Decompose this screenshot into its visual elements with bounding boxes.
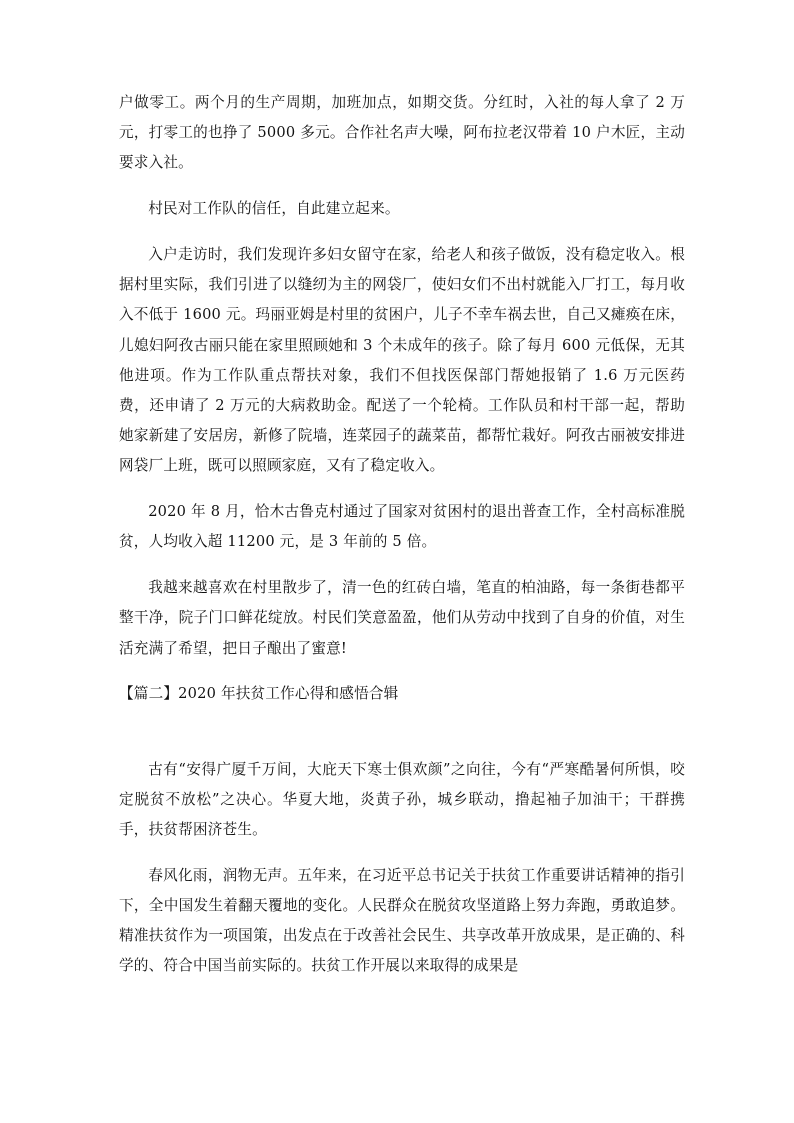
document-body [119,88,685,997]
paragraph: 我越来越喜欢在村里散步了，清一色的红砖白墙，笔直的柏油路，每一条街巷都平整干净，院子门口鲜花绽放。村民们笑意盈盈，他们从劳动中找到了自身的价值，对生活充满了希望，把日子酿出了蜜意! [119,579,685,657]
section-title: 【篇二】2020 年扶贫工作心得和感悟合辑 [119,685,399,703]
section-spacer [119,710,685,755]
paragraph: 古有“安得广厦千万间，大庇天下寒士俱欢颜”之向往，今有“严寒酷暑何所惧，咬定脱贫不放松”之决心。华夏大地，炎黄子孙，城乡联动，撸起袖子加油干；干群携手，扶贫帮困济苍生。 [119,760,685,839]
paragraph: 入户走访时，我们发现许多妇女留守在家，给老人和孩子做饭，没有稳定收入。根据村里实际，我们引进了以缝纫为主的网袋厂，使妇女们不出村就能入厂打工，每月收入不低于 1600 元。玛丽亚姆是村里的贫困户，儿子不幸车祸去世，自己又瘫痪在床，儿媳妇阿孜古丽只能在家里照顾她和 3 个未成年的孩子。除了每月 600 元低保，无其他进项。作为工作队重点帮扶对象，我们不但找医保部门帮她报销了 1.6 万元医药费，还申请了 2 万元的大病救助金。配送了一个轮椅。工作队员和村干部一起，帮助她家新建了安居房，新修了院墙，连菜园子的蔬菜苗，都帮忙栽好。阿孜古丽被安排进网袋厂上班，既可以照顾家庭，又有了稳定收入。 [119,246,685,475]
paragraph: 2020 年 8 月，恰木古鲁克村通过了国家对贫困村的退出普查工作，全村高标准脱贫，人均收入超 11200 元，是 3 年前的 5 倍。 [119,503,685,551]
paragraph: 村民对工作队的信任，自此建立起来。 [148,200,400,218]
paragraph: 春风化雨，润物无声。五年来，在习近平总书记关于扶贫工作重要讲话精神的指引下，全中国发生着翻天覆地的变化。人民群众在脱贫攻坚道路上努力奔跑，勇敢追梦。精准扶贫作为一项国策，出发点在于改善社会民生、共享改革开放成果，是正确的、科学的、符合中国当前实际的。扶贫工作开展以来取得的成果是 [119,866,685,975]
paragraph-continuation: 户做零工。两个月的生产周期，加班加点，如期交货。分红时，入社的每人拿了 2 万元，打零工的也挣了 5000 多元。合作社名声大噪，阿布拉老汉带着 10 户木匠，主动要求入社。 [119,94,685,172]
